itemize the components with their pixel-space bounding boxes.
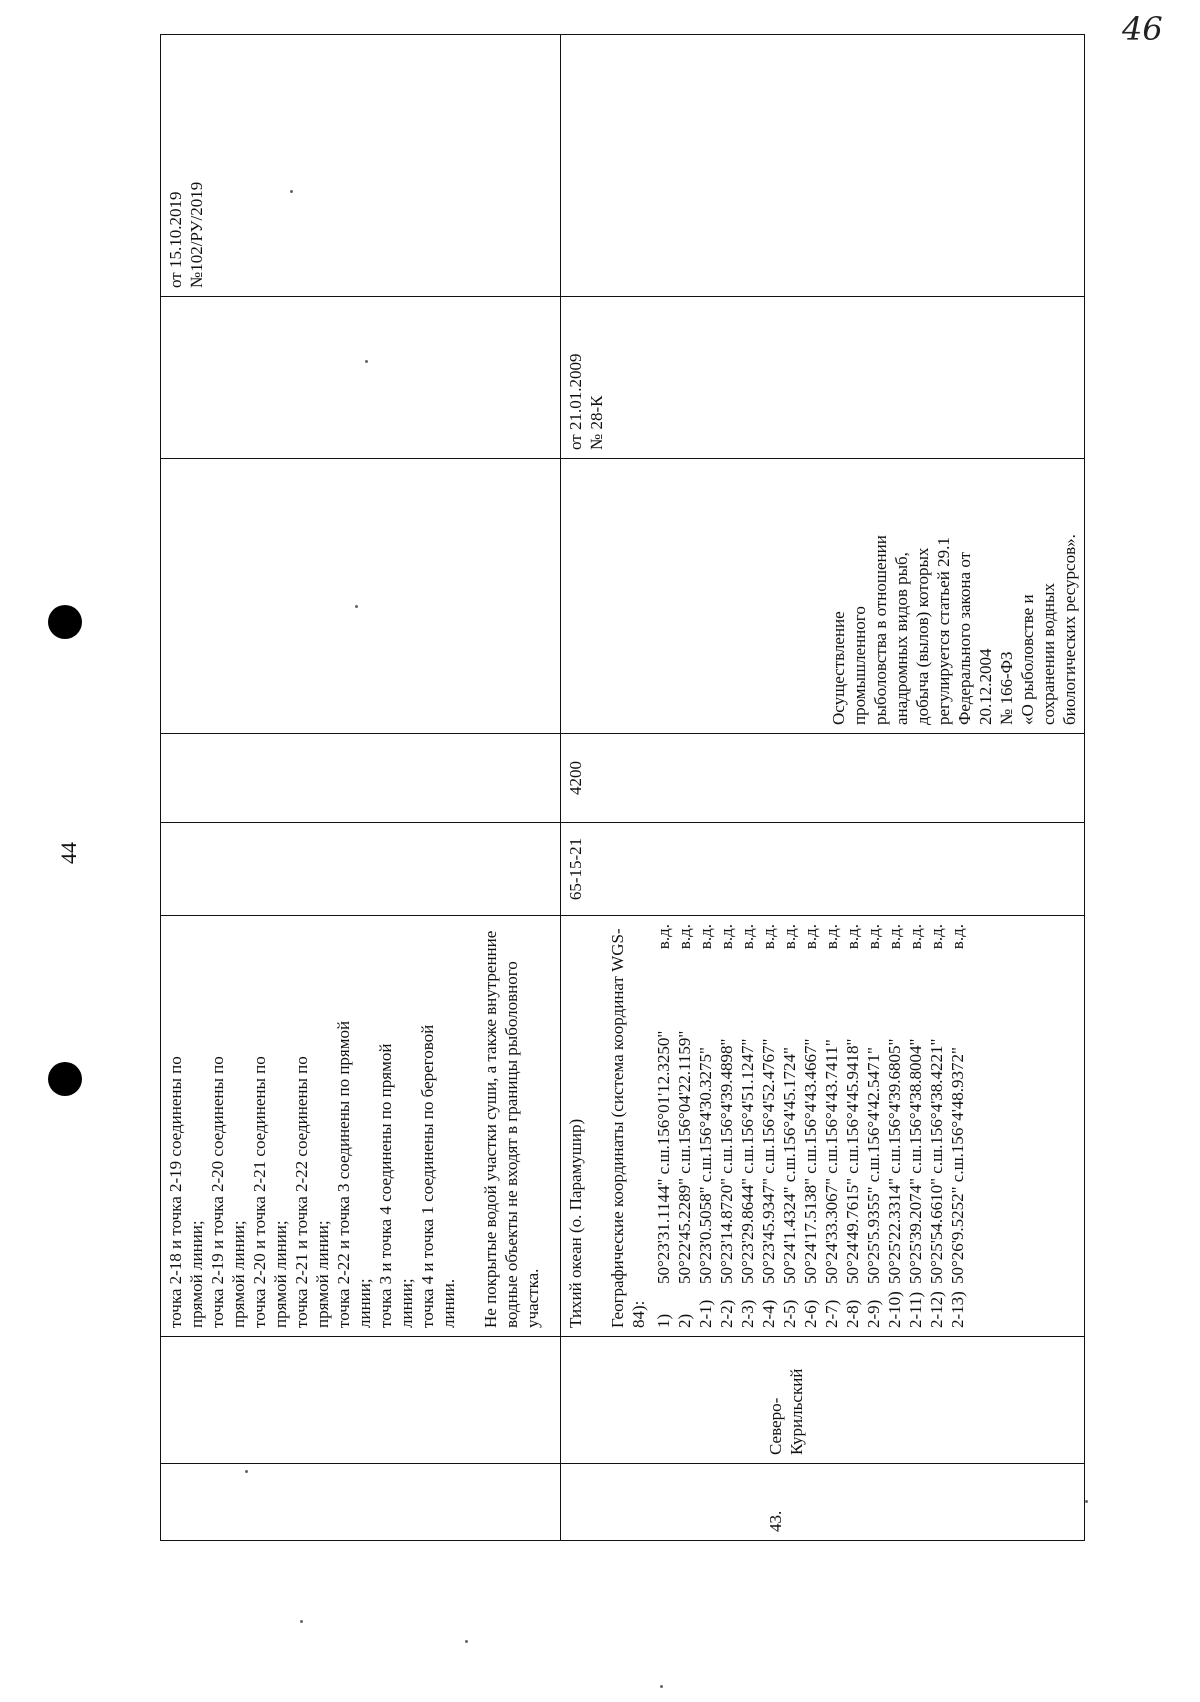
- coordinate-longitude: 156°4'45.1724": [780, 1047, 799, 1154]
- coordinate-latitude: 50°24'17.5138" с.ш.: [801, 1144, 820, 1284]
- boundary-line: точка 2-21 и точка 2-22 соединены по: [292, 1056, 311, 1328]
- coordinate-line: [800, 924, 821, 1328]
- scan-speck: [465, 1640, 468, 1643]
- cell-boundary-description: [161, 916, 561, 1337]
- coordinate-direction: в.д.: [843, 924, 862, 950]
- purpose-line: Осуществление: [829, 611, 848, 725]
- boundary-line: прямой линии;: [229, 1220, 248, 1328]
- coordinate-index: 2-13): [948, 1291, 967, 1328]
- cell-document-2: [161, 35, 561, 297]
- purpose-line: промышленного: [850, 606, 869, 725]
- table-row: [561, 35, 1085, 1541]
- coordinate-latitude: 50°23'45.9347" с.ш.: [759, 1144, 778, 1284]
- purpose-line: Федерального закона от: [955, 551, 974, 725]
- area-name: Северо-Курильский: [766, 1368, 806, 1455]
- coordinate-direction: в.д.: [864, 924, 883, 950]
- coordinate-latitude: 50°22'45.2289" с.ш.: [675, 1144, 694, 1284]
- coordinate-longitude: 156°4'39.4898": [717, 1038, 736, 1145]
- coordinate-longitude: 156°4'42.5471": [864, 1047, 883, 1154]
- coordinate-index: 2-11): [906, 1291, 925, 1328]
- cell-code: [161, 823, 561, 916]
- coordinate-latitude: 50°23'14.8720" с.ш.: [717, 1144, 736, 1284]
- coordinate-latitude: 50°26'9.5252" с.ш.: [948, 1153, 967, 1284]
- cell-area: [161, 734, 561, 823]
- coordinate-direction: в.д.: [927, 924, 946, 950]
- cell-number: [161, 1464, 561, 1541]
- boundary-line: точка 3 и точка 4 соединены по прямой: [376, 1043, 395, 1328]
- handwritten-page-number: 46: [1122, 10, 1163, 48]
- coordinate-index: 2-9): [864, 1299, 883, 1328]
- coordinate-latitude: 50°23'29.8644" с.ш.: [738, 1144, 757, 1284]
- coordinate-direction: в.д.: [675, 924, 694, 950]
- water-body: Тихий океан (о. Парамушир): [566, 1118, 585, 1328]
- coordinate-line: [821, 924, 842, 1328]
- boundary-line: точка 2-19 и точка 2-20 соединены по: [208, 1056, 227, 1328]
- purpose-line: 20.12.2004: [976, 648, 995, 725]
- boundary-line: прямой линии;: [313, 1220, 332, 1328]
- purpose-line: биологических ресурсов».: [1060, 534, 1079, 725]
- rotated-table-block: [160, 171, 1085, 1541]
- cell-document-1: [561, 297, 1085, 459]
- coordinate-longitude: 156°04'22.1159": [675, 1030, 694, 1145]
- boundary-line: прямой линии;: [187, 1220, 206, 1328]
- boundary-line: точка 4 и точка 1 соединены по береговой: [418, 1024, 437, 1328]
- coordinates-list: [653, 924, 968, 1328]
- document-number: №102/РУ/2019: [187, 181, 206, 288]
- coordinate-index: 2): [675, 1313, 694, 1328]
- coordinate-direction: в.д.: [948, 924, 967, 950]
- boundary-line: точка 2-22 и точка 3 соединены по прямой: [334, 1020, 353, 1328]
- coordinate-direction: в.д.: [885, 924, 904, 950]
- boundary-line: точка 2-18 и точка 2-19 соединены по: [166, 1056, 185, 1328]
- document-number: № 28-К: [587, 395, 606, 450]
- coordinate-line: [947, 924, 968, 1328]
- spacer: [586, 924, 607, 1328]
- coordinate-longitude: 156°4'52.4767": [759, 1038, 778, 1145]
- coordinate-direction: в.д.: [801, 924, 820, 950]
- punch-hole: [48, 605, 82, 639]
- coordinate-line: [779, 924, 800, 1328]
- coordinate-line: [716, 924, 737, 1328]
- coordinate-line: [653, 924, 674, 1328]
- table-row: [161, 35, 561, 1541]
- coordinate-latitude: 50°25'5.9355" с.ш.: [864, 1153, 883, 1284]
- cell-name: [561, 1337, 1085, 1464]
- area-code: 65-15-21: [566, 837, 585, 901]
- coordinate-index: 2-12): [927, 1291, 946, 1328]
- purpose-line: анадромных видов рыб,: [892, 552, 911, 725]
- coordinate-index: 2-6): [801, 1299, 820, 1328]
- coordinate-index: 2-7): [822, 1299, 841, 1328]
- coordinate-line: [674, 924, 695, 1328]
- coordinate-longitude: 156°4'48.9372": [948, 1047, 967, 1154]
- coordinate-index: 2-3): [738, 1299, 757, 1328]
- cell-boundary-description: [561, 916, 1085, 1337]
- coordinate-latitude: 50°25'22.3314" с.ш.: [885, 1144, 904, 1284]
- scan-speck: [300, 1620, 303, 1623]
- boundary-line: линии;: [397, 1278, 416, 1328]
- coordinate-line: [863, 924, 884, 1328]
- coordinate-longitude: 156°4'30.3275": [696, 1047, 715, 1154]
- page-number: 44: [56, 842, 81, 864]
- coordinate-longitude: 156°4'38.8004": [906, 1038, 925, 1145]
- cell-name: [161, 1337, 561, 1464]
- coordinate-longitude: 156°4'38.4221": [927, 1038, 946, 1145]
- coordinate-index: 2-2): [717, 1299, 736, 1328]
- coordinate-direction: в.д.: [759, 924, 778, 950]
- purpose-line: регулируется статьей 29.1: [934, 537, 953, 725]
- cell-number: [561, 1464, 1085, 1541]
- coordinate-latitude: 50°23'31.1144" с.ш.: [654, 1145, 673, 1284]
- area-value: 4200: [566, 761, 585, 795]
- coordinate-line: [884, 924, 905, 1328]
- coordinate-line: [737, 924, 758, 1328]
- cell-code: [561, 823, 1085, 916]
- coordinate-direction: в.д.: [717, 924, 736, 950]
- coordinate-index: 2-4): [759, 1299, 778, 1328]
- purpose-line: рыболовства в отношении: [871, 535, 890, 725]
- boundary-line: линии.: [439, 1278, 458, 1328]
- coords-title: Географические координаты (система координат WGS-84):: [608, 928, 648, 1328]
- purpose-line: «О рыболовстве и: [1018, 594, 1037, 725]
- document-date: от 15.10.2019: [166, 191, 185, 288]
- cell-document-2: [561, 35, 1085, 297]
- coordinate-longitude: 156°01'12.3250": [654, 1030, 673, 1146]
- exclusion-note: Не покрытые водой участки суши, а также внутренние водные объекты не входят в границы рыболовного участка.: [481, 930, 542, 1328]
- fishing-areas-table: [160, 34, 1085, 1541]
- row-number: 43.: [766, 1510, 785, 1532]
- coordinate-direction: в.д.: [906, 924, 925, 950]
- coordinate-line: [695, 924, 716, 1328]
- coordinate-direction: в.д.: [822, 924, 841, 950]
- coordinate-index: 2-5): [780, 1299, 799, 1328]
- coordinate-longitude: 156°4'43.7411": [822, 1039, 841, 1145]
- coordinate-latitude: 50°24'49.7615" с.ш.: [843, 1144, 862, 1284]
- coordinate-line: [842, 924, 863, 1328]
- coordinate-latitude: 50°24'1.4324" с.ш.: [780, 1153, 799, 1284]
- purpose-line: сохранении водных: [1039, 583, 1058, 725]
- coordinate-latitude: 50°25'54.6610" с.ш.: [927, 1144, 946, 1284]
- scan-speck: [660, 1685, 663, 1688]
- purpose-line: № 166-ФЗ: [997, 651, 1016, 725]
- coordinate-line: [926, 924, 947, 1328]
- purpose-line: добыча (вылов) которых: [913, 547, 932, 725]
- coordinate-direction: в.д.: [780, 924, 799, 950]
- coordinate-line: [905, 924, 926, 1328]
- coordinate-index: 2-8): [843, 1299, 862, 1328]
- boundary-line: точка 2-20 и точка 2-21 соединены по: [250, 1056, 269, 1328]
- cell-purpose: [561, 459, 1085, 734]
- cell-area: [561, 734, 1085, 823]
- cell-purpose: [161, 459, 561, 734]
- punch-hole: [48, 1062, 82, 1096]
- scan-speck: [1085, 1500, 1088, 1503]
- coordinate-index: 1): [654, 1313, 673, 1328]
- coordinate-direction: в.д.: [738, 924, 757, 950]
- coordinate-line: [758, 924, 779, 1328]
- boundary-line: линии;: [355, 1278, 374, 1328]
- coordinate-index: 2-1): [696, 1299, 715, 1328]
- document-date: от 21.01.2009: [566, 353, 585, 450]
- coordinate-longitude: 156°4'45.9418": [843, 1038, 862, 1145]
- boundary-line: прямой линии;: [271, 1220, 290, 1328]
- coordinate-longitude: 156°4'43.4667": [801, 1038, 820, 1145]
- coordinate-longitude: 156°4'39.6805": [885, 1038, 904, 1145]
- coordinate-direction: в.д.: [696, 924, 715, 950]
- coordinate-longitude: 156°4'51.1247": [738, 1038, 757, 1145]
- coordinate-latitude: 50°23'0.5058" с.ш.: [696, 1153, 715, 1284]
- cell-document-1: [161, 297, 561, 459]
- coordinate-direction: в.д.: [654, 924, 673, 950]
- spacer: [459, 924, 480, 1328]
- coordinate-latitude: 50°25'39.2074" с.ш.: [906, 1144, 925, 1284]
- coordinate-latitude: 50°24'33.3067" с.ш.: [822, 1144, 841, 1284]
- coordinate-index: 2-10): [885, 1291, 904, 1328]
